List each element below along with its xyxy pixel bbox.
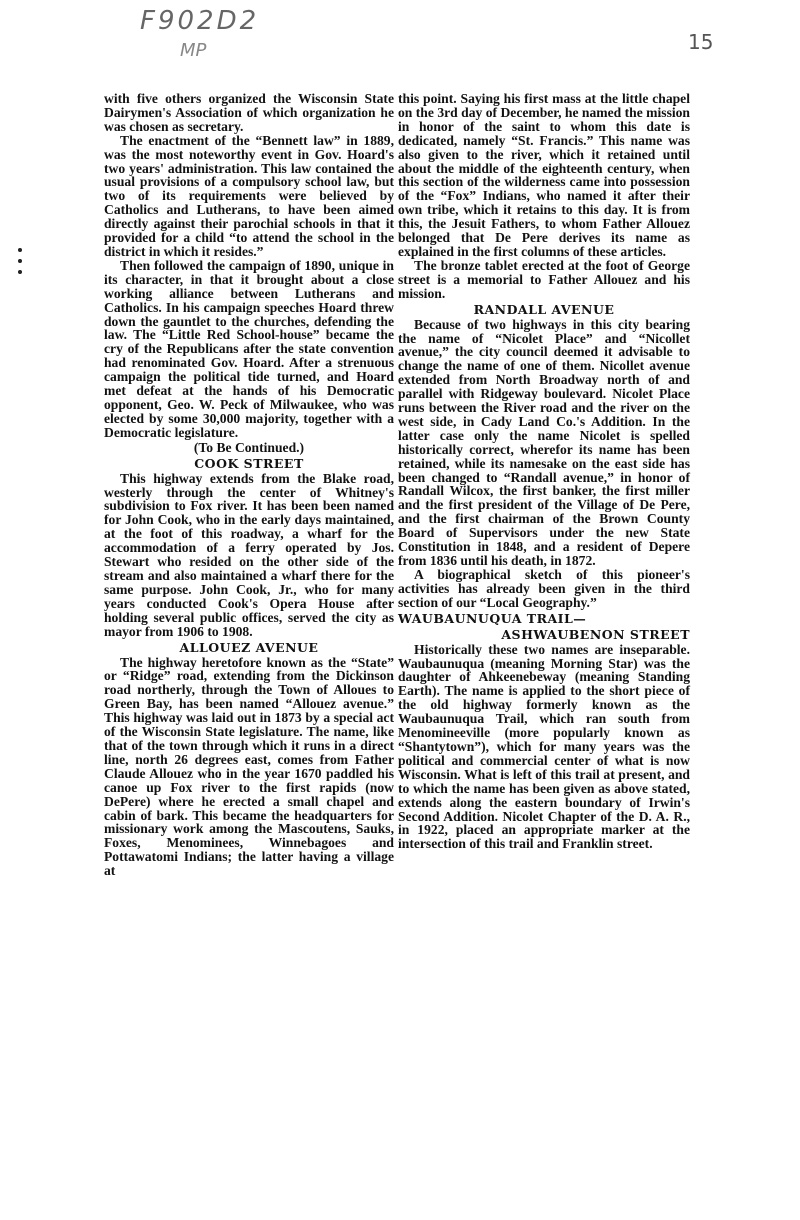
randall-avenue-text-2: A biographical sketch of this pioneer's activities has already been given in the third section of our “Local Geography.” — [398, 566, 690, 610]
cook-street-heading: COOK STREET — [194, 455, 304, 471]
randall-avenue-heading: RANDALL AVENUE — [473, 301, 615, 317]
page-number: 15 — [688, 30, 714, 54]
to-be-continued: (To Be Continued.) — [193, 439, 305, 455]
binder-hole-dots — [18, 248, 24, 281]
handwritten-note: MP — [180, 40, 207, 61]
waubaunuqua-heading-line2: ASHWAUBENON STREET — [501, 626, 690, 642]
allouez-avenue-heading: ALLOUEZ AVENUE — [179, 639, 319, 655]
cook-street-text: This highway extends from the Blake road, westerly through the center of Whitney's subdivision to Fox river. It has been been named for John Cook, who in the early days maintained, at the foot of this roadway, a wharf for the accommodation of a ferry operated by Jos. Stewart who resided on the other side of the stream and also maintained a wharf there for the same purpose. John Cook, Jr., who for many years conducted Cook's Opera House after holding several public offices, served the city as mayor from 1906 to 1908. — [104, 470, 394, 639]
left-paragraph-1: with five others organized the Wisconsin State Dairymen's Association of which organization he was chosen as secretary. — [104, 91, 394, 134]
waubaunuqua-heading-line1: WAUBAUNUQUA TRAIL— — [398, 610, 587, 626]
left-column — [104, 92, 394, 878]
right-paragraph-1: this point. Saying his first mass at the little chapel on the 3rd day of December, he named the mission in honor of the saint to whom this date is dedicated, namely “St. Francis.” This name was also given to the river, which it retained until about the middle of the eighteenth century, when this section of the wilderness came into possession of the “Fox” Indians, who named it after their own tribe, which it retains to this day. It is from this, the Jesuit Fathers, to whom Father Allouez belonged that De Pere derives its name as explained in the first columns of these articles. — [398, 91, 690, 259]
randall-avenue-text: Because of two highways in this city bearing the name of “Nicolet Place” and “Nicollet avenue,” the city council deemed it advisable to change the name of one of them. Nicollet avenue extended from North Broadway north of and parallel with Ridgeway boulevard. Nicolet Place runs between the River road and the river on the west side, in Cady Land Co.'s Addition. In the latter case only the name Nicolet is spelled historically correct, wherefor its name has been retained, while its namesake on the east side has been changed to “Randall avenue,” in honor of Randall Wilcox, the first banker, the first miller and the first president of the Village of De Pere, and the first chairman of the Brown County Board of Supervisors under the new State Constitution in 1848, and a resident of Depere from 1836 until his death, in 1872. — [398, 316, 690, 568]
right-paragraph-2: The bronze tablet erected at the foot of George street is a memorial to Father Allouez and his mission. — [398, 257, 690, 301]
right-column — [398, 92, 690, 851]
waubaunuqua-text: Historically these two names are inseparable. Waubaunuqua (meaning Morning Star) was the daughter of Ahkeenebeway (meaning Standing Earth). The name is applied to the short piece of the old highway formerly known as the Waubaunuqua Trail, which ran south from Menomineeville (more popularly known as “Shantytown”), which for many years was the political and commercial center of what is now Wisconsin. What is left of this trail at present, and to which the name has been given as above stated, extends along the eastern boundary of Irwin's Second Addition. Nicolet Chapter of the D. A. R., in 1922, placed an appropriate marker at the intersection of this trail and Franklin street. — [398, 641, 690, 852]
handwritten-catalog-code: F902D2 — [140, 6, 260, 36]
left-paragraph-2: The enactment of the “Bennett law” in 1889, was the most noteworthy event in Gov. Hoard's two years' administration. This law contained the usual provisions of a compulsory school law, but two of its requirements were believed by Catholics and Lutherans, to have been aimed directly against their parochial schools in that it provided for a child “to attend the school in the district in which it resides.” — [104, 132, 394, 259]
allouez-avenue-text: The highway heretofore known as the “State” or “Ridge” road, extending from the Dickinson road northerly, through the Town of Alloues to Green Bay, has been named “Allouez avenue.” This highway was laid out in 1873 by a special act of the Wisconsin State legislature. The name, like that of the town through which it runs in a direct line, north 26 degrees east, comes from Father Claude Allouez who in the year 1670 paddled his canoe up Fox river to the first rapids (now DePere) where he erected a small chapel and cabin of bark. This became the headquarters for missionary work among the Mascoutens, Sauks, Foxes, Menominees, Winnebagoes and Pottawatomi Indians; the latter having a village at — [104, 654, 394, 879]
left-paragraph-3: Then followed the campaign of 1890, unique in its character, in that it brought about a close working alliance between Lutherans and Catholics. In his campaign speeches Hoard threw down the gauntlet to the churches, defending the law. The “Little Red School-house” became the cry of the Republicans after the state convention had renominated Gov. Hoard. After a strenuous campaign the political tide turned, and Hoard met defeat at the hands of his Democratic opponent, Geo. W. Peck of Milwaukee, who was elected by some 30,000 majority, together with a Democratic legislature. — [104, 257, 394, 440]
